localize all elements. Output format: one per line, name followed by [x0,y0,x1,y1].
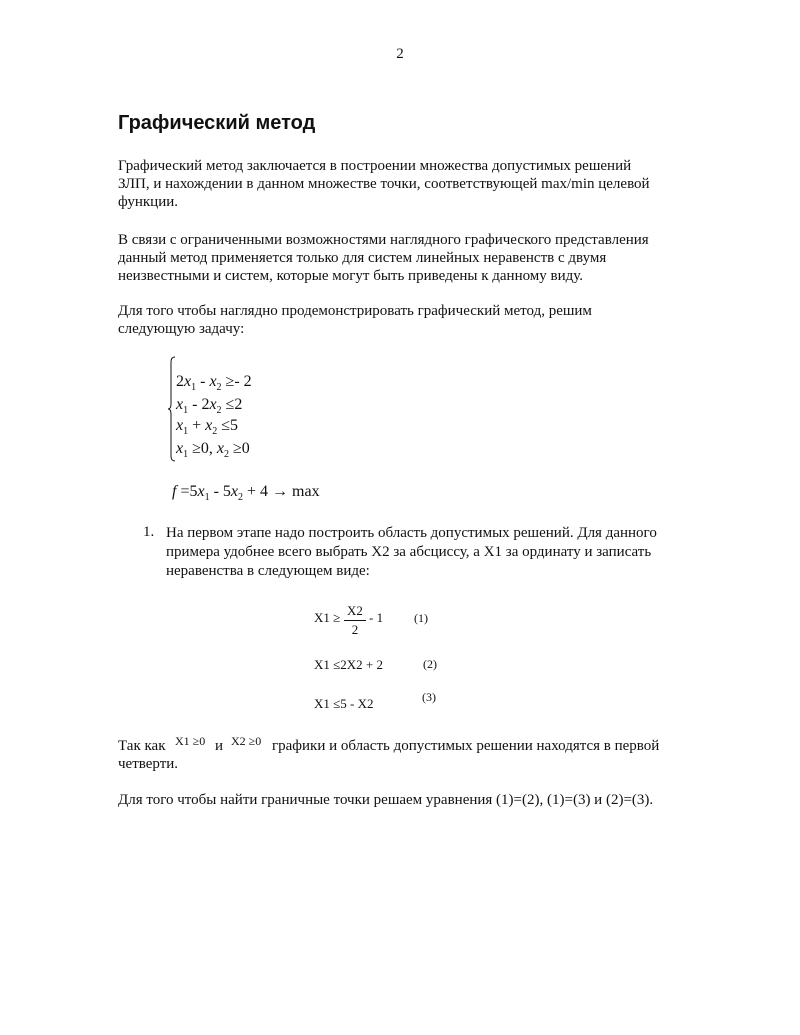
list-item-text: На первом этапе надо построить область допустимых решений. Для данного примера удобнее всего выбрать X2 за абсциссу, а X1 за ординату и записать неравенства в следующем виде: [166,525,657,579]
final-paragraph: Для того чтобы найти граничные точки решаем уравнения (1)=(2), (1)=(3) и (2)=(3). [118,792,654,808]
inequality-1-label: (1) [414,611,428,625]
inequality-3: X1 ≤5 - X2 [314,696,374,711]
inequality-3-label: (3) [422,690,436,704]
system-line-4: $x_1 \ge 0$, $x_2 \ge 0$ [176,440,250,461]
inequality-1-left: X1 ≥ [314,610,341,625]
paragraph-task-intro: Для того чтобы наглядно продемонстрировать графический метод, решим следующую задачу: [118,303,592,337]
objective-function: $f =5x_1 - 5x_2 + 4 \to \max$ [172,483,320,504]
inequality-1-right: - 1 [369,610,384,625]
inequality-system [168,356,308,464]
paragraph-limitations: В связи с ограниченными возможностями наглядного графического представления данный метод применяется только для систем линейных неравенств с двумя неизвестными и систем, которые могут быть приведены к данному виду. [118,232,649,284]
condition-x2-nonneg: X2 ≥0 [231,734,262,748]
left-brace-icon [168,356,176,462]
list-item-number: 1. [143,524,155,540]
inequality-2: X1 ≤2X2 + 2 [314,657,383,672]
since-suffix: графики и область допустимых решении находятся в первой [272,738,660,754]
system-line-2: $x_1 - 2x_2 \le 2$ [176,396,243,417]
page-number: 2 [396,46,404,62]
paragraph-definition: Графический метод заключается в построении множества допустимых решений ЗЛП, и нахождении в данном множестве точки, соответствующей max/min целевой функции. [118,158,650,210]
fraction-bar [344,620,366,621]
section-heading: Графический метод [118,112,316,134]
condition-x1-nonneg: X1 ≥0 [175,734,206,748]
inequality-2-label: (2) [423,657,437,671]
since-conjunction: и [215,738,224,754]
since-prefix: Так как [118,738,166,754]
inequality-1-fraction: X2 2 [344,603,366,638]
system-line-3: $x_1 + x_2 \le 5$ [176,417,239,438]
system-line-1: $2x_1 - x_2 \ge- 2$ [176,373,252,394]
since-line-2: четверти. [118,756,179,772]
